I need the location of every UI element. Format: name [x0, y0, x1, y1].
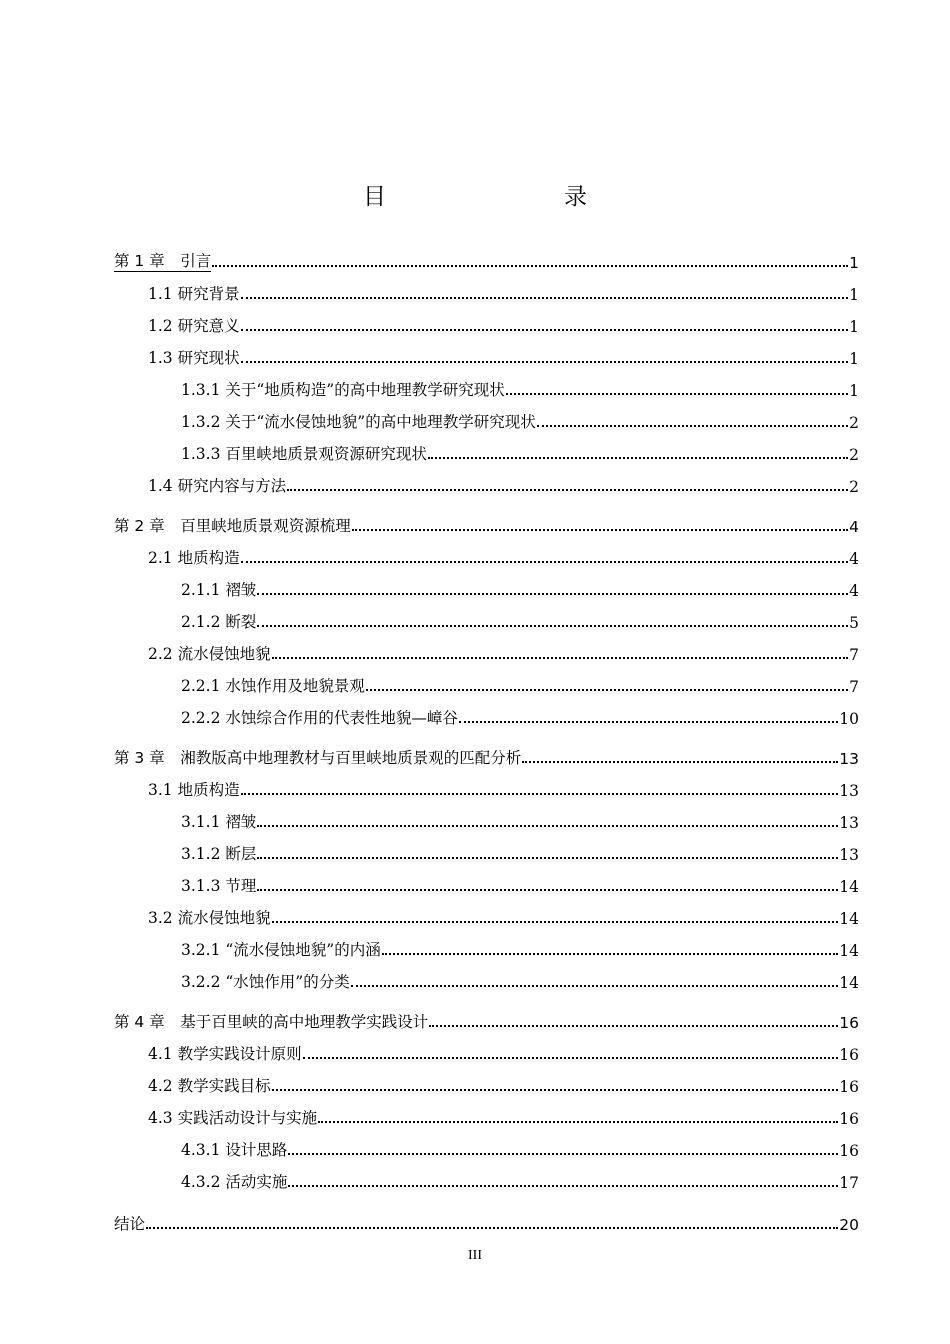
- toc-entry-title: 3.1.2 断层: [181, 845, 257, 863]
- toc-entry-title: 4.2 教学实践目标: [148, 1077, 271, 1095]
- toc-entry[interactable]: [0, 344, 950, 372]
- toc-page-number: 13: [839, 814, 859, 832]
- toc-entry[interactable]: [0, 936, 950, 964]
- toc-entry-title: 4.3.2 活动实施: [181, 1173, 288, 1191]
- toc-entry-title: 结论: [114, 1215, 146, 1233]
- toc-entry-title: 3.1 地质构造: [148, 781, 240, 799]
- toc-dot-leader: [272, 1089, 839, 1091]
- page-title: 目 录: [363, 184, 631, 210]
- toc-entry[interactable]: [0, 1040, 950, 1068]
- toc-dot-leader: [257, 857, 838, 859]
- toc-page-number: 20: [839, 1216, 859, 1234]
- toc-dot-leader: [272, 921, 839, 923]
- toc-chapter-entry[interactable]: [0, 1008, 950, 1036]
- toc-entry-title: 4.3.1 设计思路: [181, 1141, 288, 1159]
- toc-dot-leader: [287, 489, 848, 491]
- toc-entry[interactable]: [0, 1072, 950, 1100]
- toc-entry[interactable]: [0, 1104, 950, 1132]
- toc-entry-title: 2.2.2 水蚀综合作用的代表性地貌—嶂谷: [181, 709, 458, 727]
- toc-page-number: 2: [849, 446, 859, 464]
- toc-dot-leader: [241, 361, 849, 363]
- toc-entry-title: 1.3.1 关于“地质构造”的高中地理教学研究现状: [181, 381, 505, 399]
- toc-entry[interactable]: [0, 544, 950, 572]
- toc-chapter-entry[interactable]: [0, 1210, 950, 1238]
- toc-page-number: 14: [839, 910, 859, 928]
- toc-dot-leader: [429, 1025, 838, 1027]
- toc-entry-title: 1.4 研究内容与方法: [148, 477, 287, 495]
- toc-entry-title: 2.2 流水侵蚀地貌: [148, 645, 271, 663]
- toc-entry[interactable]: [0, 576, 950, 604]
- toc-entry[interactable]: [0, 904, 950, 932]
- toc-entry-title: 1.3 研究现状: [148, 349, 240, 367]
- toc-entry-title: 3.2.1 “流水侵蚀地貌”的内涵: [181, 941, 381, 959]
- toc-entry[interactable]: [0, 440, 950, 468]
- toc-entry-title: 2.1.1 褶皱: [181, 581, 257, 599]
- toc-entry-title: 第 4 章 基于百里峡的高中地理教学实践设计: [114, 1013, 429, 1031]
- toc-page-number: 2: [849, 414, 859, 432]
- toc-entry-title: 2.1.2 断裂: [181, 613, 257, 631]
- toc-dot-leader: [428, 457, 848, 459]
- toc-dot-leader: [241, 297, 849, 299]
- toc-dot-leader: [459, 721, 838, 723]
- toc-entry[interactable]: [0, 872, 950, 900]
- toc-dot-leader: [257, 889, 838, 891]
- toc-entry-title: 3.2 流水侵蚀地貌: [148, 909, 271, 927]
- toc-entry-title: 3.1.1 褶皱: [181, 813, 257, 831]
- toc-entry[interactable]: [0, 312, 950, 340]
- toc-page-number: 7: [849, 678, 859, 696]
- toc-page-number: 10: [839, 710, 859, 728]
- toc-dot-leader: [506, 393, 848, 395]
- toc-entry[interactable]: [0, 704, 950, 732]
- toc-entry-title: 3.1.3 节理: [181, 877, 257, 895]
- toc-page-number: 13: [839, 846, 859, 864]
- toc-dot-leader: [257, 625, 848, 627]
- toc-dot-leader: [288, 1185, 838, 1187]
- toc-page-number: 2: [849, 478, 859, 496]
- toc-page-number: 1: [849, 286, 859, 304]
- toc-chapter-entry[interactable]: [0, 248, 950, 276]
- toc-entry-title: 1.1 研究背景: [148, 285, 240, 303]
- toc-chapter-entry[interactable]: [0, 512, 950, 540]
- toc-entry[interactable]: [0, 968, 950, 996]
- toc-entry[interactable]: [0, 376, 950, 404]
- toc-entry-title: 4.1 教学实践设计原则: [148, 1045, 302, 1063]
- toc-entry[interactable]: [0, 608, 950, 636]
- toc-page-number: 16: [839, 1078, 859, 1096]
- toc-entry[interactable]: [0, 672, 950, 700]
- toc-dot-leader: [241, 329, 849, 331]
- toc-dot-leader: [352, 529, 848, 531]
- toc-entry-title: 1.2 研究意义: [148, 317, 240, 335]
- toc-page-number: 5: [849, 614, 859, 632]
- page-number: III: [468, 1248, 482, 1263]
- toc-page-number: 14: [839, 878, 859, 896]
- toc-entry[interactable]: [0, 776, 950, 804]
- toc-chapter-entry[interactable]: [0, 744, 950, 772]
- toc-dot-leader: [351, 985, 839, 987]
- toc-dot-leader: [272, 657, 849, 659]
- toc-page-number: 13: [839, 750, 859, 768]
- toc-entry-title: 第 1 章 引言: [114, 249, 211, 272]
- toc-dot-leader: [537, 425, 848, 427]
- toc-page-number: 4: [849, 518, 859, 536]
- toc-entry-title: 1.3.3 百里峡地质景观资源研究现状: [181, 445, 427, 463]
- toc-entry[interactable]: [0, 840, 950, 868]
- toc-dot-leader: [241, 561, 849, 563]
- toc-page-number: 1: [849, 350, 859, 368]
- toc-page-number: 1: [849, 254, 859, 272]
- toc-entry-title: 2.2.1 水蚀作用及地貌景观: [181, 677, 365, 695]
- toc-dot-leader: [212, 265, 848, 267]
- toc-entry-title: 2.1 地质构造: [148, 549, 240, 567]
- toc-page-number: 14: [839, 942, 859, 960]
- toc-page-number: 1: [849, 382, 859, 400]
- toc-page-number: 16: [839, 1014, 859, 1032]
- toc-dot-leader: [366, 689, 848, 691]
- toc-entry-title: 4.3 实践活动设计与实施: [148, 1109, 318, 1127]
- toc-page-number: 4: [849, 550, 859, 568]
- toc-entry[interactable]: [0, 808, 950, 836]
- toc-dot-leader: [257, 593, 848, 595]
- toc-page-number: 16: [839, 1110, 859, 1128]
- toc-dot-leader: [257, 825, 838, 827]
- toc-dot-leader: [318, 1121, 838, 1123]
- toc-dot-leader: [241, 793, 839, 795]
- toc-page-number: 16: [839, 1046, 859, 1064]
- toc-entry[interactable]: [0, 408, 950, 436]
- toc-dot-leader: [522, 761, 838, 763]
- toc-page-number: 14: [839, 974, 859, 992]
- toc-entry-title: 3.2.2 “水蚀作用”的分类: [181, 973, 350, 991]
- toc-dot-leader: [303, 1057, 839, 1059]
- toc-dot-leader: [382, 953, 839, 955]
- toc-dot-leader: [146, 1227, 838, 1229]
- toc-entry-title: 第 3 章 湘教版高中地理教材与百里峡地质景观的匹配分析: [114, 749, 522, 767]
- toc-entry[interactable]: [0, 640, 950, 668]
- toc-page-number: 13: [839, 782, 859, 800]
- toc-page-number: 7: [849, 646, 859, 664]
- toc-page-number: 1: [849, 318, 859, 336]
- toc-entry[interactable]: [0, 280, 950, 308]
- toc-page-number: 16: [839, 1142, 859, 1160]
- toc-page-number: 17: [839, 1174, 859, 1192]
- toc-entry-title: 1.3.2 关于“流水侵蚀地貌”的高中地理教学研究现状: [181, 413, 536, 431]
- toc-dot-leader: [288, 1153, 838, 1155]
- toc-entry[interactable]: [0, 1136, 950, 1164]
- toc-page-number: 4: [849, 582, 859, 600]
- toc-entry[interactable]: [0, 1168, 950, 1196]
- toc-entry-title: 第 2 章 百里峡地质景观资源梳理: [114, 517, 351, 535]
- toc-entry[interactable]: [0, 472, 950, 500]
